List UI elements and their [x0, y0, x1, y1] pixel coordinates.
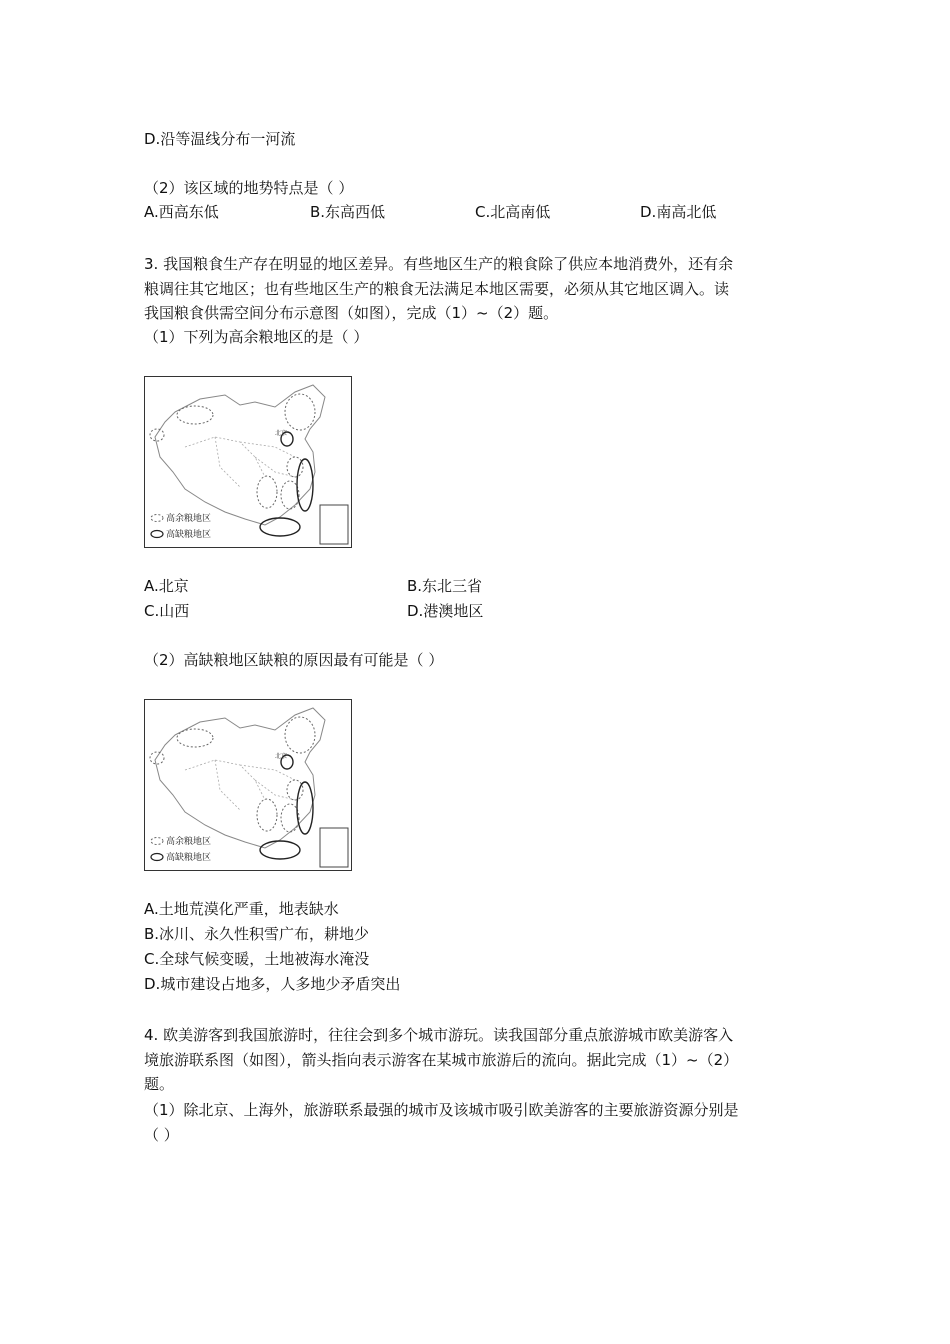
q2-sub2-option-d[interactable]: D.南高北低 — [640, 203, 717, 221]
legend-surplus-label: 高余粮地区 — [166, 514, 212, 524]
grain-map-2 — [144, 699, 352, 871]
legend-deficit-label: 高缺粮地区 — [166, 530, 212, 540]
map2-legend-surplus-label: 高余粮地区 — [166, 837, 212, 847]
map2-city-label: 北京 — [275, 753, 288, 760]
q2-option-d: D.沿等温线分布一河流 — [144, 130, 296, 148]
q3-sub2-option-d[interactable]: D.城市建设占地多，人多地少矛盾突出 — [144, 975, 401, 993]
q3-sub1-option-c[interactable]: C.山西 — [144, 602, 190, 620]
q4-stem-line-1: 4. 欧美游客到我国旅游时，往往会到多个城市游玩。读我国部分重点旅游城市欧美游客入 — [144, 1026, 734, 1044]
q3-sub2-option-c[interactable]: C.全球气候变暖，土地被海水淹没 — [144, 950, 370, 968]
q3-stem-line-3: 我国粮食供需空间分布示意图（如图），完成（1）~（2）题。 — [144, 304, 559, 322]
q4-stem — [144, 1023, 814, 1097]
q3-sub2-stem: （2）高缺粮地区缺粮的原因最有可能是（ ） — [144, 651, 444, 669]
q4-stem-line-2: 境旅游联系图（如图），箭头指向表示游客在某城市旅游后的流向。据此完成（1）~（2） — [144, 1050, 739, 1069]
q3-sub1-option-a[interactable]: A.北京 — [144, 577, 189, 595]
q3-sub1-option-b[interactable]: B.东北三省 — [407, 577, 483, 595]
q2-sub2-option-c[interactable]: C.北高南低 — [475, 203, 551, 221]
q4-stem-line-3: 题。 — [144, 1075, 175, 1093]
q3-sub2-option-a[interactable]: A.土地荒漠化严重，地表缺水 — [144, 900, 339, 918]
q3-sub1-option-d[interactable]: D.港澳地区 — [407, 602, 484, 620]
q2-sub2-option-b[interactable]: B.东高西低 — [310, 203, 386, 221]
q4-sub1-line-2: （ ） — [144, 1125, 179, 1144]
q4-sub1-stem — [144, 1098, 814, 1147]
q3-stem-line-1: 3. 我国粮食生产存在明显的地区差异。有些地区生产的粮食除了供应本地消费外，还有余 — [144, 255, 734, 273]
q3-stem — [144, 252, 814, 326]
q3-sub2-option-b[interactable]: B.冰川、永久性积雪广布，耕地少 — [144, 925, 370, 943]
q3-sub1-stem: （1）下列为高余粮地区的是（ ） — [144, 328, 369, 346]
grain-map-1 — [144, 376, 352, 548]
q3-stem-line-2: 粮调往其它地区；也有些地区生产的粮食无法满足本地区需要，必须从其它地区调入。读 — [144, 279, 730, 298]
china-map-figure — [145, 377, 350, 546]
q4-sub1-line-1: （1）除北京、上海外，旅游联系最强的城市及该城市吸引欧美游客的主要旅游资源分别是 — [144, 1101, 739, 1119]
q2-sub2-option-a[interactable]: A.西高东低 — [144, 203, 219, 221]
map-city-label: 北京 — [275, 430, 288, 437]
q2-sub2-stem: （2）该区域的地势特点是（ ） — [144, 179, 354, 197]
china-map-figure-2 — [145, 700, 350, 869]
map2-legend-deficit-label: 高缺粮地区 — [166, 853, 212, 863]
